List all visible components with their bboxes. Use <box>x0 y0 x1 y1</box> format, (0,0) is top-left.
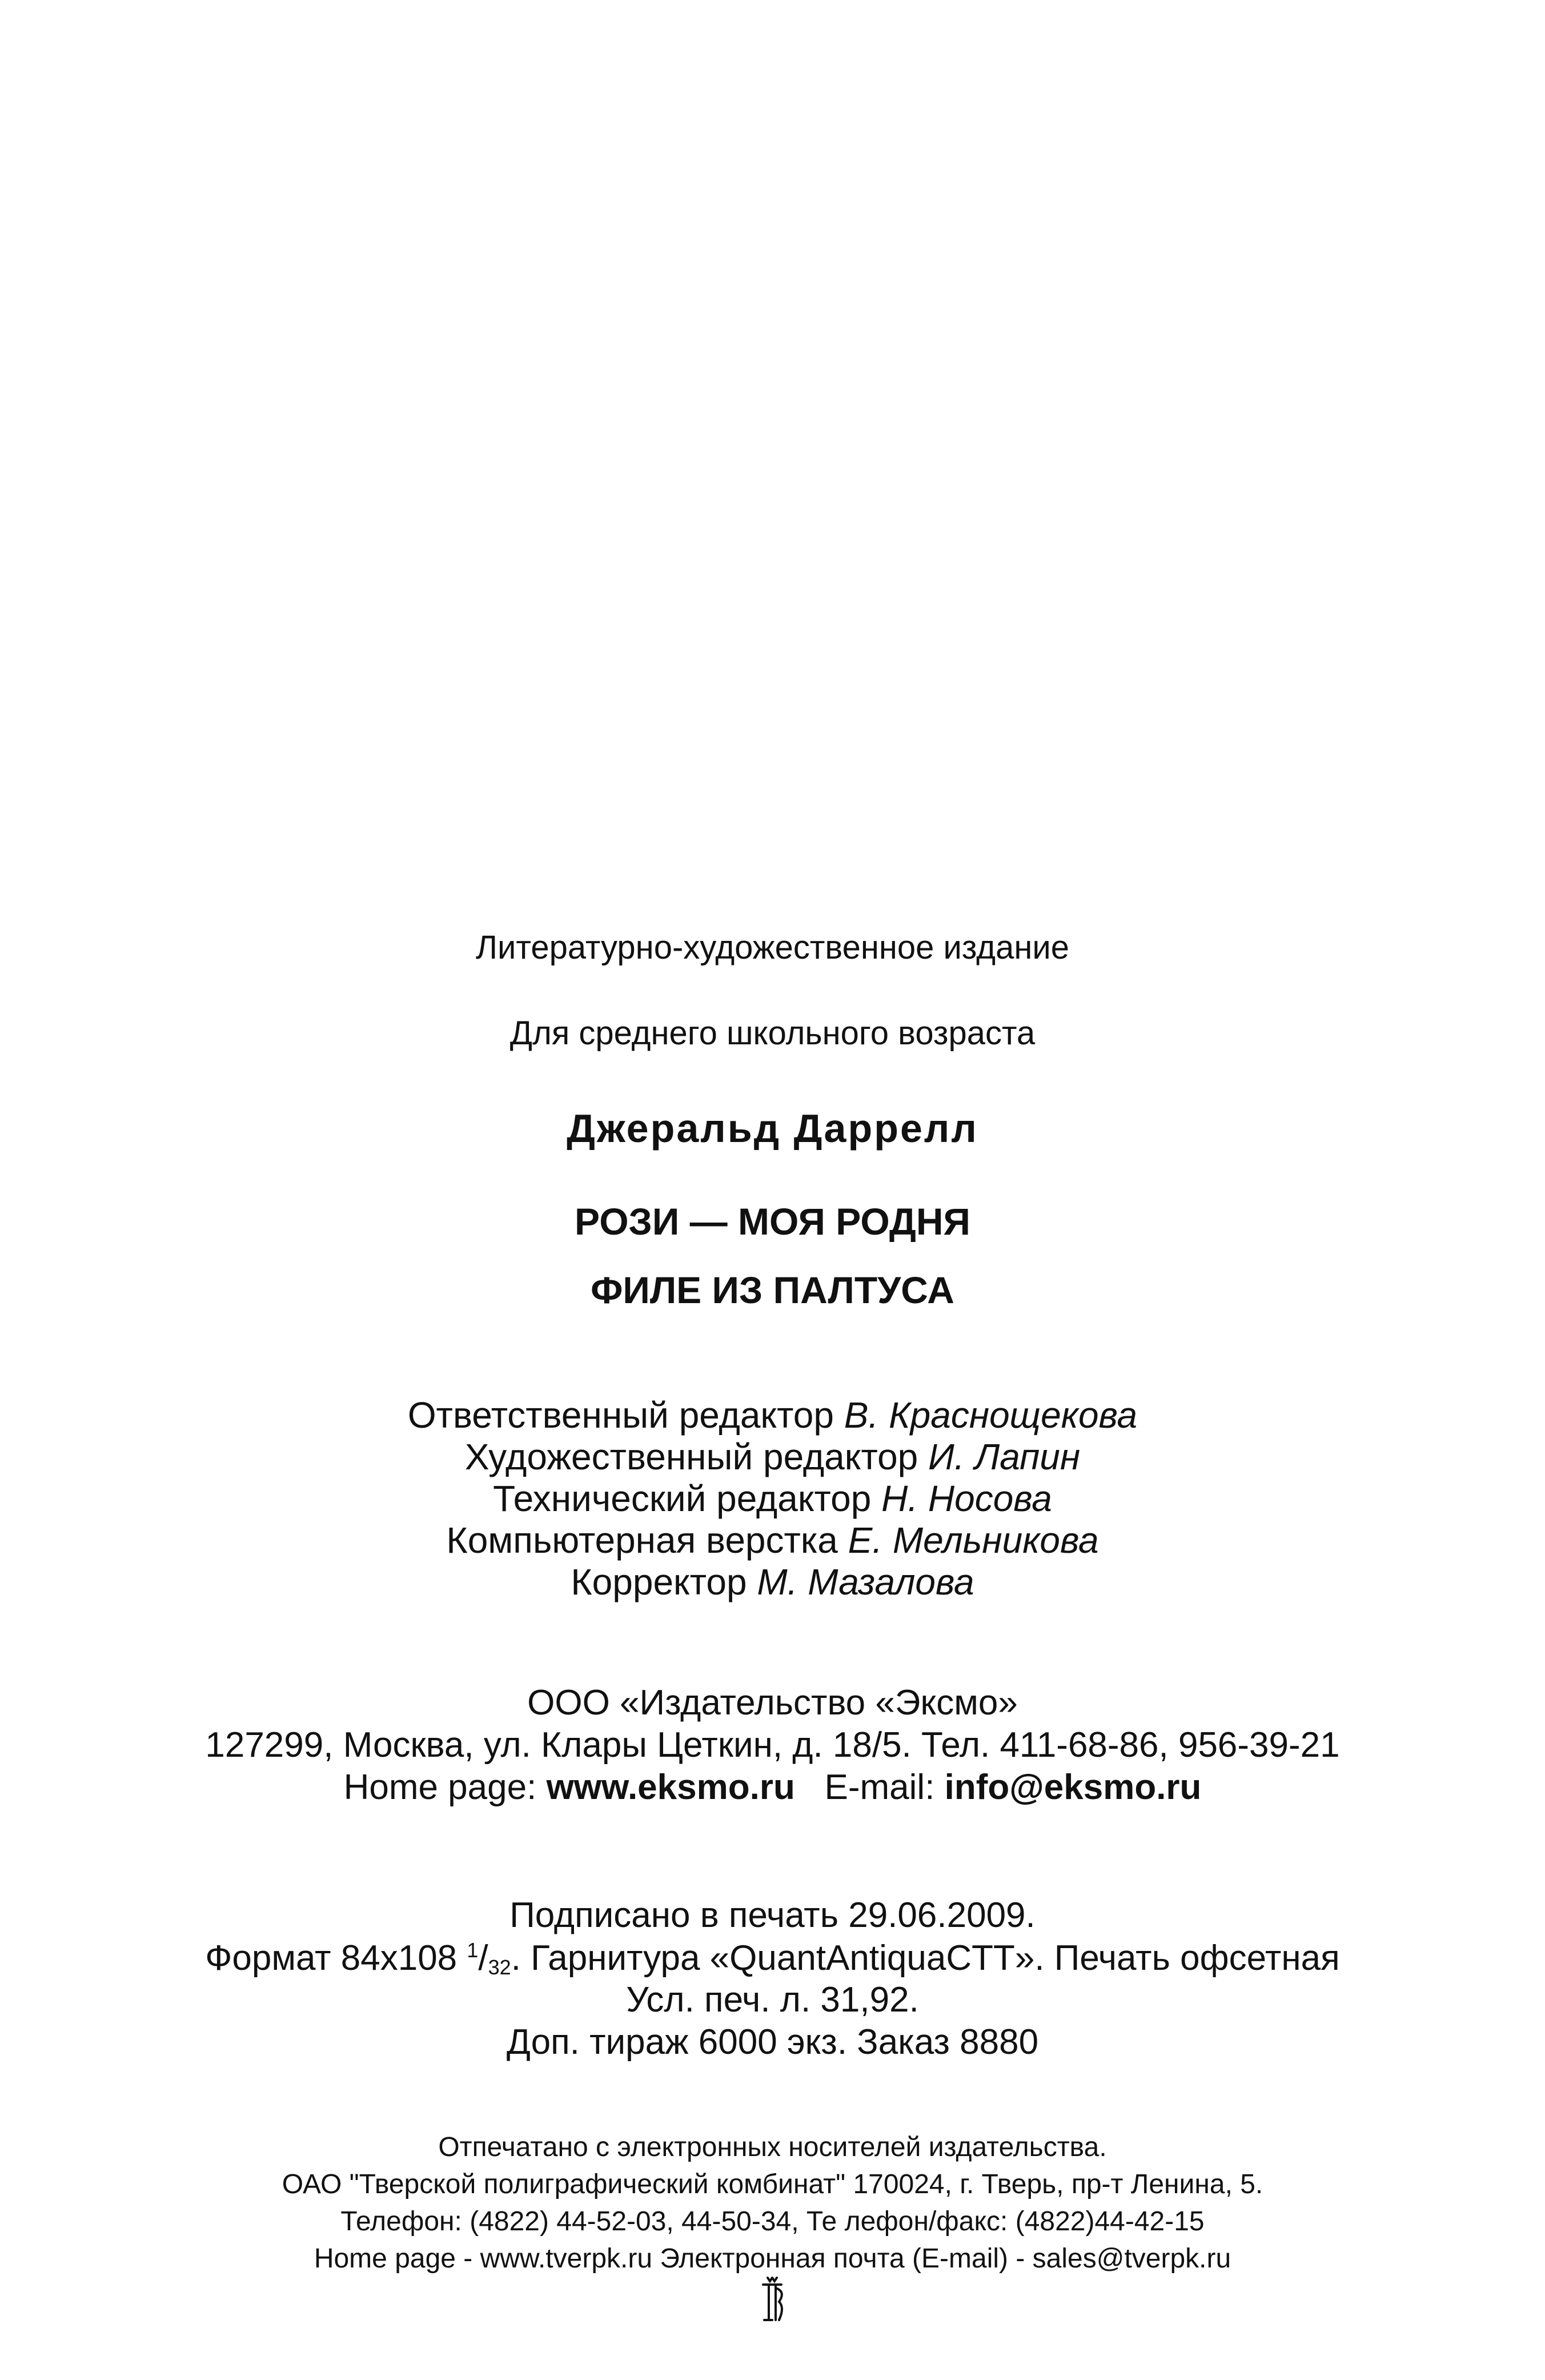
credit-name: Е. Мельникова <box>848 1520 1099 1561</box>
email-link[interactable]: info@eksmo.ru <box>944 1768 1202 1807</box>
credit-line <box>0 1520 1545 1561</box>
publisher-address: 127299, Москва, ул. Клары Цеткин, д. 18/5. Тел. 411-68-86, 956-39-21 <box>205 1725 1340 1765</box>
printer-web-email: Home page - www.tverpk.ru Электронная почта (E-mail) - sales@tverpk.ru <box>314 2243 1231 2274</box>
credit-line <box>0 1436 1545 1477</box>
printer-note: Отпечатано с электронных носителей издательства. <box>438 2132 1107 2162</box>
printer-logo-icon <box>755 2277 789 2322</box>
printer-phones: Телефон: (4822) 44-52-03, 44-50-34, Те лефон/факс: (4822)44-42-15 <box>340 2206 1205 2237</box>
format-denominator: 32 <box>488 1956 511 1979</box>
publisher-contacts <box>0 1770 1545 1805</box>
credit-role: Технический редактор <box>493 1478 872 1519</box>
format-numerator: 1 <box>467 1938 479 1962</box>
credit-line <box>0 1480 1545 1517</box>
format-line <box>0 1940 1545 1978</box>
signed-date: Подписано в печать 29.06.2009. <box>509 1896 1036 1935</box>
credit-line <box>0 1561 1545 1602</box>
credit-name: В. Краснощекова <box>844 1395 1138 1436</box>
credit-name: И. Лапин <box>928 1436 1081 1477</box>
book-title-2: ФИЛЕ ИЗ ПАЛТУСА <box>591 1269 954 1311</box>
credit-name: Н. Носова <box>881 1478 1052 1519</box>
format-slash: / <box>478 1938 488 1978</box>
homepage-link[interactable]: www.eksmo.ru <box>546 1768 795 1807</box>
credit-role: Ответственный редактор <box>407 1395 834 1436</box>
format-prefix: Формат 84x108 <box>205 1938 467 1978</box>
credit-role: Компьютерная верстка <box>446 1520 838 1561</box>
author-name: Джеральд Даррелл <box>567 1106 978 1151</box>
credit-line <box>0 1395 1545 1436</box>
credit-role: Корректор <box>571 1561 747 1602</box>
email-label: E-mail: <box>824 1768 935 1807</box>
print-run: Доп. тираж 6000 экз. Заказ 8880 <box>506 2022 1039 2062</box>
homepage-label: Home page: <box>343 1768 537 1807</box>
print-sheets: Усл. печ. л. 31,92. <box>626 1980 919 2020</box>
book-title-1: РОЗИ — МОЯ РОДНЯ <box>575 1200 970 1243</box>
credit-role: Художественный редактор <box>464 1436 918 1477</box>
printer-name-address: ОАО "Тверской полиграфический комбинат" 170024, г. Тверь, пр-т Ленина, 5. <box>282 2169 1263 2199</box>
format-suffix: . Гарнитура «QuantAntiquaCTT». Печать офсетная <box>511 1938 1340 1978</box>
edition-type: Литературно-художественное издание <box>475 929 1070 966</box>
publisher-name: ООО «Издательство «Эксмо» <box>527 1683 1018 1722</box>
age-group: Для среднего школьного возраста <box>509 1015 1036 1052</box>
credit-name: М. Мазалова <box>757 1561 974 1602</box>
